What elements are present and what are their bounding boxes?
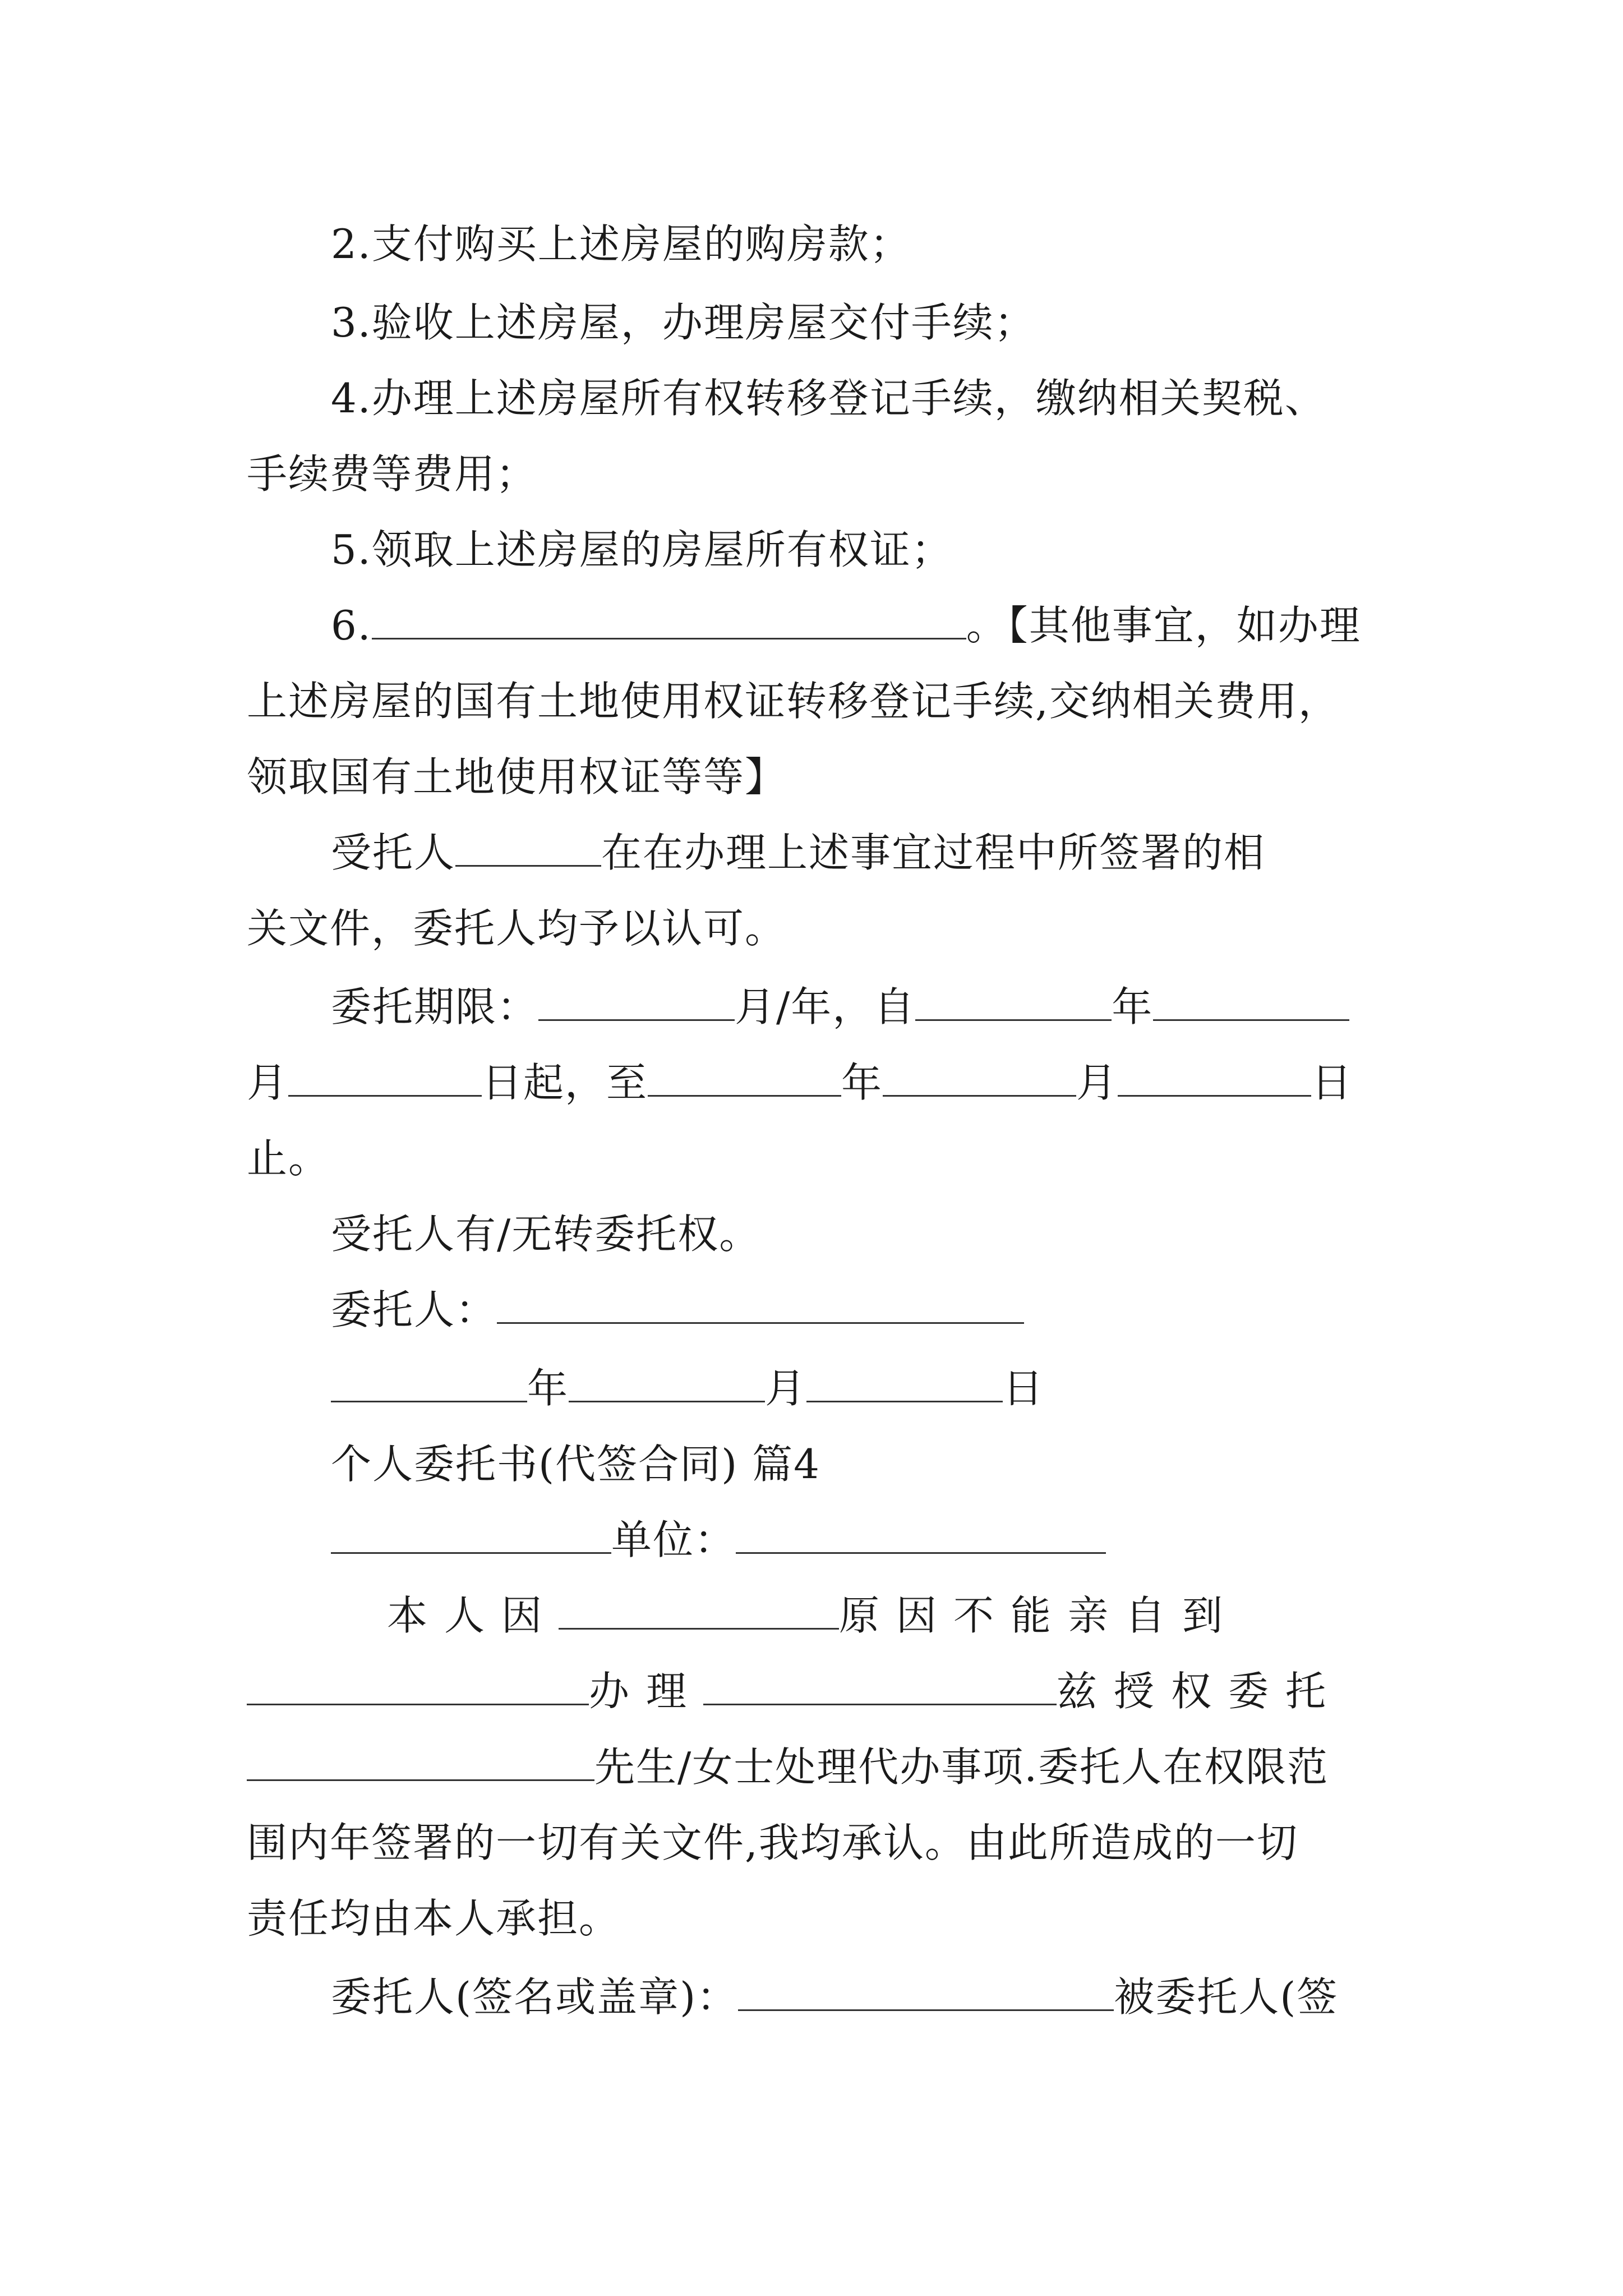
blank-sign-day[interactable] [806, 1361, 1003, 1402]
blank-sign-month[interactable] [569, 1361, 765, 1402]
section-heading: 个人委托书(代签合同) 篇4 [331, 1441, 820, 1488]
principal-signature: 委托人： [331, 1282, 1024, 1338]
blank-start-day[interactable] [288, 1056, 482, 1097]
term-line-3: 止。 [247, 1135, 330, 1182]
blank-end-month[interactable] [883, 1056, 1076, 1097]
blank-reason[interactable] [559, 1589, 839, 1630]
blank-sign-year[interactable] [331, 1361, 527, 1402]
blank-matter[interactable] [703, 1664, 1057, 1705]
item-4: 4.办理上述房屋所有权转移登记手续，缴纳相关契税、 [331, 375, 1326, 422]
blank-start-year[interactable] [915, 980, 1112, 1021]
item-6-cont-2: 领取国有土地使用权证等等】 [247, 753, 787, 800]
trustee-paragraph-cont: 关文件，委托人均予以认可。 [247, 905, 787, 952]
term-line-2: 月 日起，至 年 月 日 [247, 1055, 1353, 1111]
item-6-cont-1: 上述房屋的国有土地使用权证转移登记手续,交纳相关费用， [247, 678, 1340, 725]
unit-line: 单位： [331, 1512, 1106, 1568]
item-4-cont: 手续费等费用； [247, 450, 538, 498]
item-6: 6. 。【其他事宜，如办理 [331, 597, 1361, 654]
blank-principal-signature[interactable] [738, 1970, 1114, 2011]
blank-unit[interactable] [736, 1513, 1106, 1554]
signature-line: 委托人(签名或盖章)： 被委托人(签 [331, 1969, 1338, 2025]
blank-place[interactable] [247, 1664, 589, 1705]
reason-line: 本人因 原因不能亲自到 [387, 1588, 1239, 1644]
item-2: 2.支付购买上述房屋的购房款； [331, 220, 911, 268]
blank-start-month[interactable] [1153, 980, 1349, 1021]
item-3: 3.验收上述房屋，办理房屋交付手续； [331, 299, 1036, 346]
trustee-paragraph: 受托人 在在办理上述事宜过程中所签署的相 [331, 825, 1265, 881]
item-5: 5.领取上述房屋的房屋所有权证； [331, 526, 953, 573]
sub-delegation: 受托人有/无转委托权。 [331, 1211, 761, 1258]
blank-agent[interactable] [247, 1740, 594, 1781]
blank-end-year[interactable] [648, 1056, 841, 1097]
term-line-1: 委托期限： 月/年，自 年 [331, 979, 1349, 1035]
principal-date: 年 月 日 [331, 1360, 1044, 1416]
handle-line: 办理 兹授权委托 [247, 1663, 1343, 1719]
blank-item-6[interactable] [372, 599, 966, 639]
authorization-text-cont: 责任均由本人承担。 [247, 1895, 621, 1942]
blank-unit-recipient[interactable] [331, 1513, 611, 1554]
blank-trustee[interactable] [455, 826, 601, 867]
authorization-text: 围内年签署的一切有关文件,我均承认。由此所造成的一切 [247, 1819, 1298, 1866]
blank-term-months[interactable] [538, 980, 735, 1021]
blank-end-day[interactable] [1118, 1056, 1311, 1097]
agent-line: 先生/女士处理代办事项.委托人在权限范 [247, 1739, 1329, 1795]
blank-principal[interactable] [497, 1283, 1024, 1324]
